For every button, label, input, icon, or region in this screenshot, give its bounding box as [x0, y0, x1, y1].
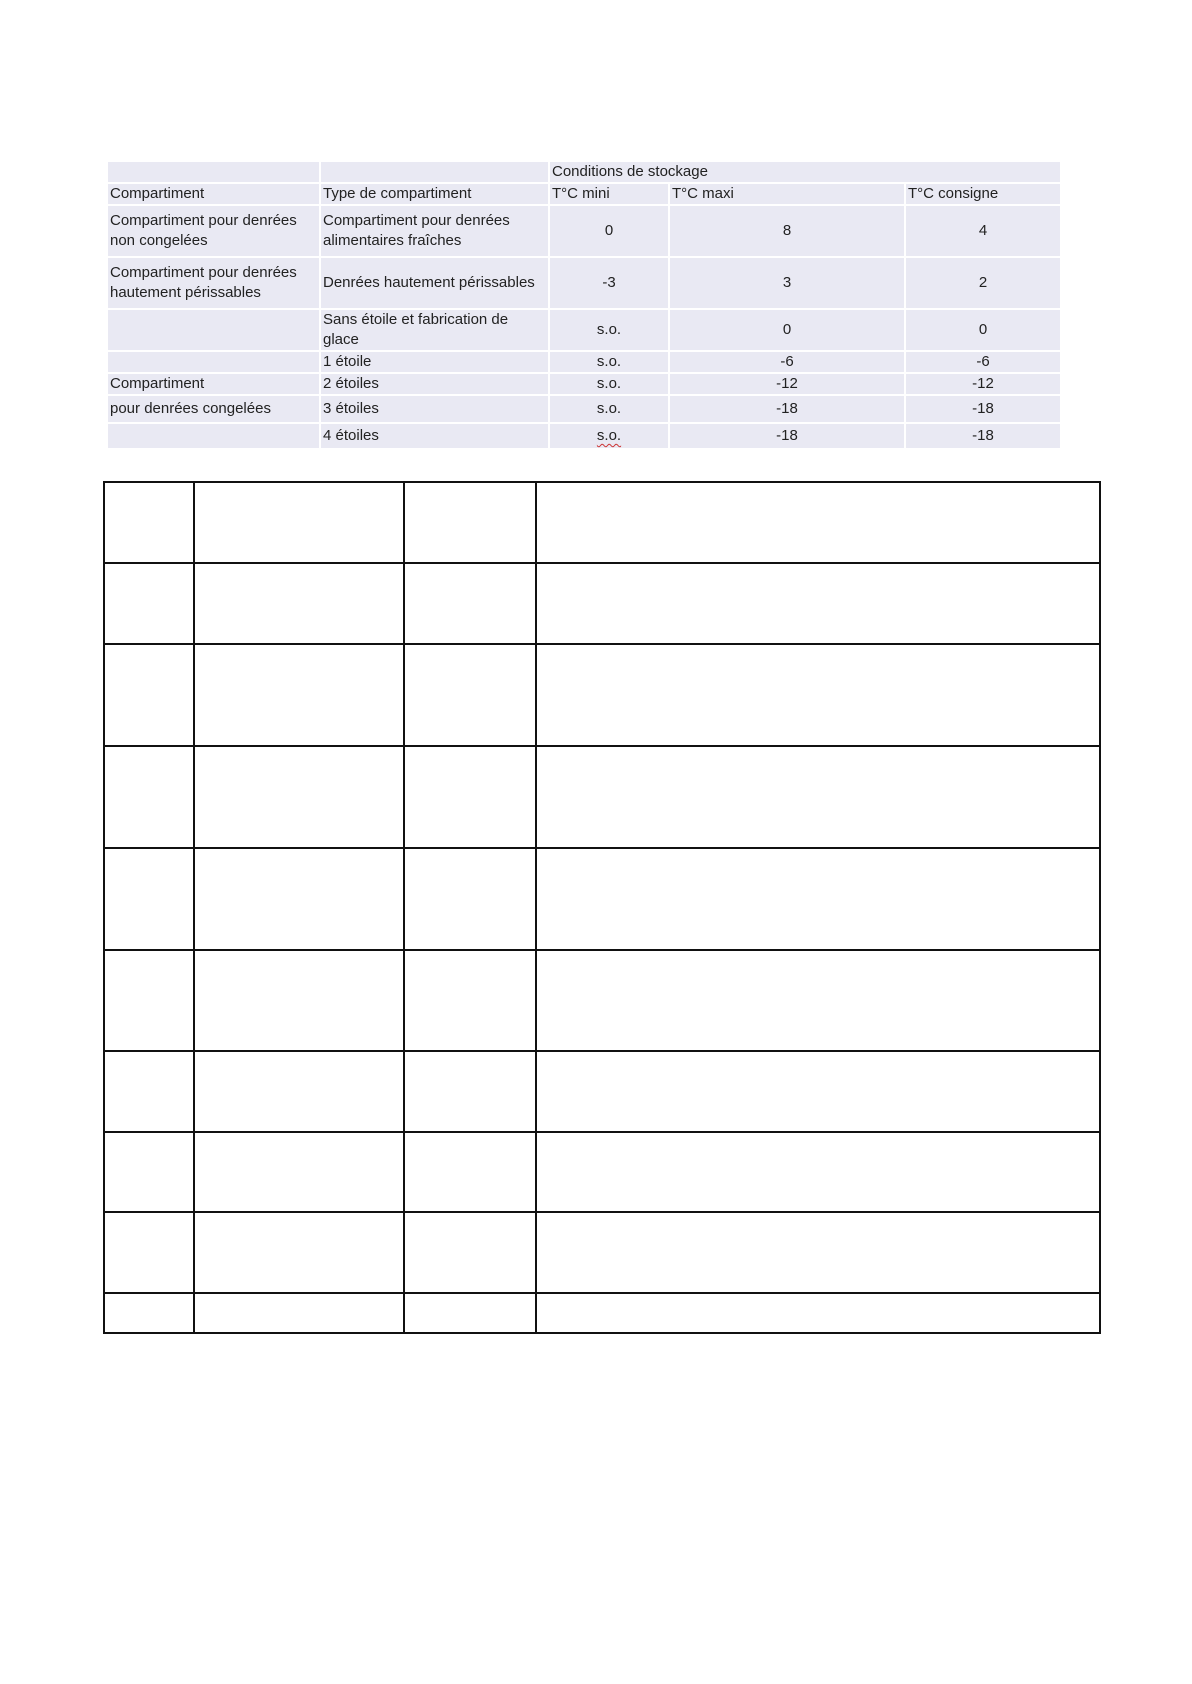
- grid-row: [104, 1132, 1100, 1212]
- grid-row: [104, 1051, 1100, 1132]
- cell-t-mini: s.o.: [549, 395, 669, 423]
- grid-cell: [404, 1051, 536, 1132]
- grid-cell: [104, 1051, 194, 1132]
- table-header-row: [107, 183, 1061, 205]
- so-spellcheck-text: s.o.: [596, 427, 622, 444]
- cell-type: 1 étoile: [320, 351, 549, 373]
- grid-cell: [104, 563, 194, 644]
- cell-type: 4 étoiles: [320, 423, 549, 449]
- grid-cell: [536, 644, 1100, 746]
- cell-compartiment: Compartiment pour denrées non congelées: [107, 205, 320, 257]
- cell-t-mini: s.o.: [549, 351, 669, 373]
- grid-cell: [194, 950, 404, 1051]
- grid-cell: [404, 482, 536, 563]
- column-header-type: Type de compartiment: [320, 183, 549, 205]
- cell-type: Compartiment pour denrées alimentaires fraîches: [320, 205, 549, 257]
- cell-compartiment: [107, 309, 320, 351]
- grid-cell: [194, 1051, 404, 1132]
- table-row: [107, 257, 1061, 309]
- cell-type: Sans étoile et fabrication de glace: [320, 309, 549, 351]
- grid-cell: [536, 1051, 1100, 1132]
- cell-compartiment: pour denrées congelées: [107, 395, 320, 423]
- cell-t-consigne: -6: [905, 351, 1061, 373]
- cell-t-maxi: 0: [669, 309, 905, 351]
- grid-cell: [104, 950, 194, 1051]
- table-row: [107, 395, 1061, 423]
- grid-cell: [104, 644, 194, 746]
- cell-compartiment: [107, 351, 320, 373]
- grid-row: [104, 644, 1100, 746]
- grid-cell: [104, 848, 194, 950]
- cell-compartiment: Compartiment: [107, 373, 320, 395]
- cell-t-consigne: 0: [905, 309, 1061, 351]
- grid-cell: [404, 950, 536, 1051]
- grid-cell: [404, 1212, 536, 1293]
- grid-cell: [536, 1212, 1100, 1293]
- cell-compartiment: [107, 423, 320, 449]
- table-row: [107, 205, 1061, 257]
- cell-t-consigne: -18: [905, 395, 1061, 423]
- header-empty-cell: [320, 161, 549, 183]
- cell-t-maxi: -18: [669, 395, 905, 423]
- cell-t-mini: 0: [549, 205, 669, 257]
- grid-cell: [194, 644, 404, 746]
- grid-row: [104, 848, 1100, 950]
- grid-cell: [104, 1132, 194, 1212]
- grid-cell: [404, 1293, 536, 1333]
- column-header-t-maxi: T°C maxi: [669, 183, 905, 205]
- grid-cell: [194, 1293, 404, 1333]
- cell-t-consigne: 2: [905, 257, 1061, 309]
- table-row: [107, 373, 1061, 395]
- cell-t-consigne: 4: [905, 205, 1061, 257]
- cell-t-mini: [549, 423, 669, 449]
- header-group-label: Conditions de stockage: [549, 161, 1061, 183]
- grid-cell: [536, 746, 1100, 848]
- grid-cell: [104, 746, 194, 848]
- grid-row: [104, 563, 1100, 644]
- grid-cell: [104, 482, 194, 563]
- grid-cell: [194, 482, 404, 563]
- grid-cell: [404, 746, 536, 848]
- cell-type: 3 étoiles: [320, 395, 549, 423]
- table-row: [107, 309, 1061, 351]
- grid-cell: [536, 563, 1100, 644]
- cell-t-maxi: 8: [669, 205, 905, 257]
- grid-cell: [104, 1293, 194, 1333]
- cell-t-mini: s.o.: [549, 373, 669, 395]
- empty-grid-table: [103, 481, 1101, 1334]
- grid-cell: [194, 563, 404, 644]
- column-header-t-consigne: T°C consigne: [905, 183, 1061, 205]
- table-header-group-row: [107, 161, 1061, 183]
- table-row: [107, 423, 1061, 449]
- grid-row: [104, 746, 1100, 848]
- cell-t-maxi: -6: [669, 351, 905, 373]
- grid-cell: [536, 482, 1100, 563]
- grid-cell: [104, 1212, 194, 1293]
- header-empty-cell: [107, 161, 320, 183]
- grid-cell: [404, 1132, 536, 1212]
- grid-row: [104, 482, 1100, 563]
- grid-cell: [194, 1212, 404, 1293]
- cell-t-consigne: -18: [905, 423, 1061, 449]
- grid-cell: [536, 950, 1100, 1051]
- grid-cell: [404, 848, 536, 950]
- grid-cell: [194, 1132, 404, 1212]
- grid-cell: [536, 1293, 1100, 1333]
- storage-conditions-table: [106, 160, 1062, 450]
- cell-t-maxi: -12: [669, 373, 905, 395]
- cell-t-maxi: -18: [669, 423, 905, 449]
- grid-row: [104, 1212, 1100, 1293]
- grid-cell: [404, 563, 536, 644]
- cell-t-consigne: -12: [905, 373, 1061, 395]
- grid-cell: [536, 848, 1100, 950]
- column-header-compartiment: Compartiment: [107, 183, 320, 205]
- cell-t-maxi: 3: [669, 257, 905, 309]
- grid-row: [104, 1293, 1100, 1333]
- grid-cell: [194, 848, 404, 950]
- grid-cell: [536, 1132, 1100, 1212]
- grid-row: [104, 950, 1100, 1051]
- cell-type: 2 étoiles: [320, 373, 549, 395]
- grid-cell: [404, 644, 536, 746]
- column-header-t-mini: T°C mini: [549, 183, 669, 205]
- cell-type: Denrées hautement périssables: [320, 257, 549, 309]
- cell-compartiment: Compartiment pour denrées hautement périssables: [107, 257, 320, 309]
- cell-t-mini: s.o.: [549, 309, 669, 351]
- cell-t-mini: -3: [549, 257, 669, 309]
- table-row: [107, 351, 1061, 373]
- grid-cell: [194, 746, 404, 848]
